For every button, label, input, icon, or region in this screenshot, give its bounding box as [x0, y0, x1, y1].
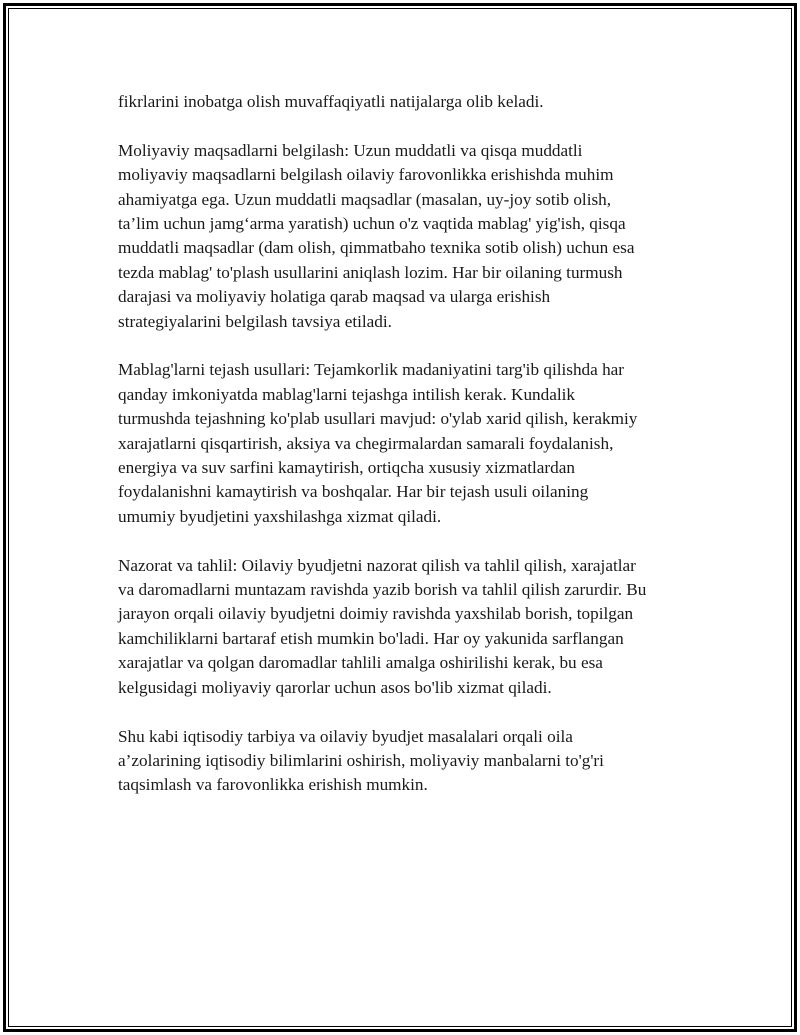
paragraph-saving-methods: Mablag'larni tejash usullari: Tejamkorlik madaniyatini targ'ib qilishda har qanday imkoniyatda mablag'larni tejashga intilish kerak. Kundalik turmushda tejashning ko'plab usullari mavjud: o'ylab xarid qilish, kerakmiy xarajatlarni qisqartirish, aksiya va chegirmalardan samarali foydalanish, energiya va suv sarfini kamaytirish, ortiqcha xususiy xizmatlardan foydalanishni kamaytirish va boshqalar. Har bir tejash usuli oilaning umumiy byudjetini yaxshilashga xizmat qiladi.	[118, 360, 638, 526]
paragraph-conclusion: Shu kabi iqtisodiy tarbiya va oilaviy byudjet masalalari orqali oila a’zolarining iqtisodiy bilimlarini oshirish, moliyaviy manbalarni to'g'ri taqsimlash va farovonlikka erishish mumkin.	[118, 726, 604, 795]
document-body	[118, 90, 693, 822]
paragraph-intro-continuation: fikrlarini inobatga olish muvaffaqiyatli natijalarga olib keladi.	[118, 92, 544, 111]
paragraph-control-analysis: Nazorat va tahlil: Oilaviy byudjetni nazorat qilish va tahlil qilish, xarajatlar va daromadlarni muntazam ravishda yazib borish va tahlil qilish zarurdir. Bu jarayon orqali oilaviy byudjetni doimiy ravishda yaxshilab borish, topilgan kamchiliklarni bartaraf etish mumkin bo'ladi. Har oy yakunida sarflangan xarajatlar va qolgan daromadlar tahlili amalga oshirilishi kerak, bu esa kelgusidagi moliyaviy qarorlar uchun asos bo'lib xizmat qiladi.	[118, 555, 647, 697]
paragraph-financial-goals: Moliyaviy maqsadlarni belgilash: Uzun muddatli va qisqa muddatli moliyaviy maqsadlarni belgilash oilaviy farovonlikka erishishda muhim ahamiyatga ega. Uzun muddatli maqsadlar (masalan, uy-joy sotib olish, ta’lim uchun jamg‘arma yaratish) uchun o'z vaqtida mablag' yig'ish, qisqa muddatli maqsadlar (dam olish, qimmatbaho texnika sotib olish) uchun esa tezda mablag' to'plash usullarini aniqlash lozim. Har bir oilaning turmush darajasi va moliyaviy holatiga qarab maqsad va ularga erishish strategiyalarini belgilash tavsiya etiladi.	[118, 140, 635, 331]
